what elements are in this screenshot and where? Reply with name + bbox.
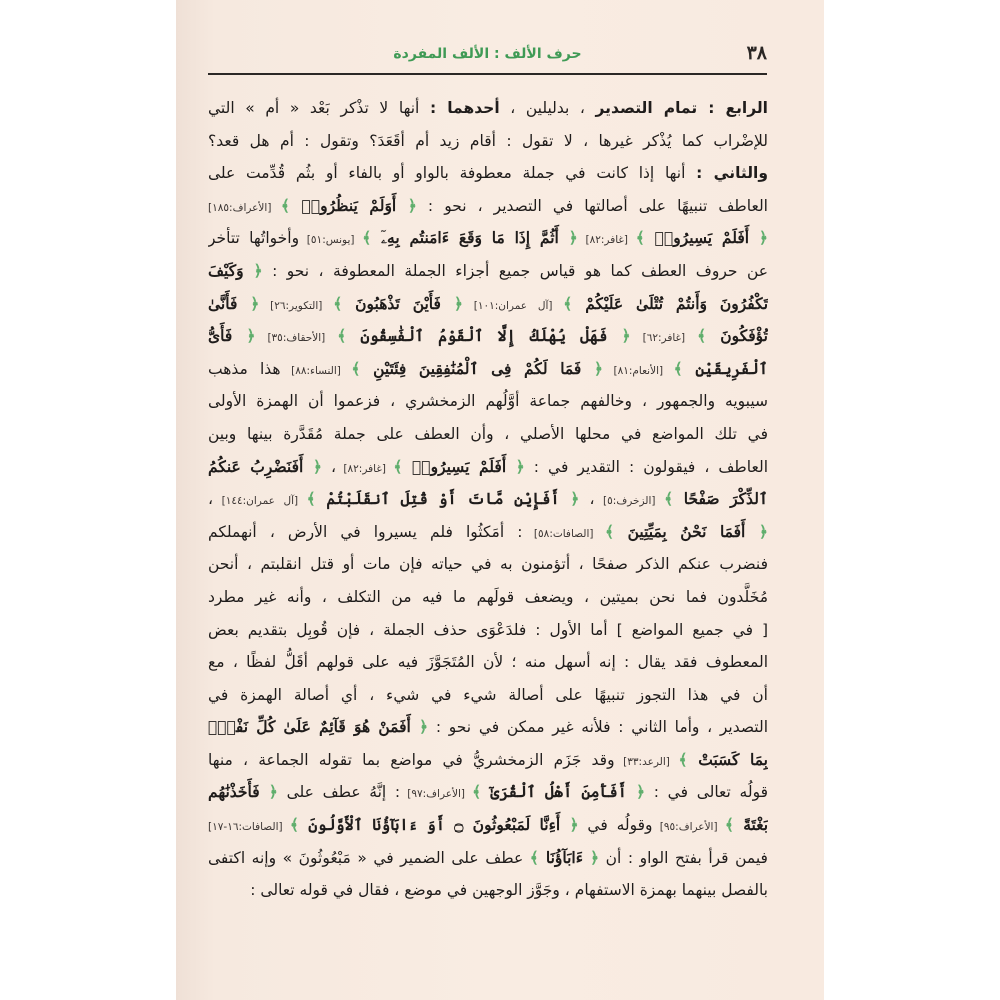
ornate-bracket-icon: ﴿ (758, 522, 768, 541)
ornate-bracket-icon: ﴾ (393, 457, 403, 476)
running-title: حرف الألف : الألف المفردة (393, 46, 582, 62)
text-run: ، (579, 490, 595, 509)
quran-verse: تَكْفُرُونَ وَأَنتُمْ تُتْلَىٰ عَلَيْكُمْ (572, 293, 768, 313)
verse-reference: [غافر:٦٢] (630, 332, 698, 345)
ornate-bracket-icon: ﴿ (570, 490, 580, 509)
text-run: العاطف ، فيقولون : التقدير في : (524, 457, 768, 476)
ornate-bracket-icon: ﴾ (333, 294, 343, 313)
ornate-bracket-icon: ﴾ (678, 750, 688, 769)
text-line (208, 483, 768, 516)
text-line (208, 516, 768, 549)
text-line (208, 353, 768, 386)
verse-reference: [يونس:٥١] (299, 234, 363, 247)
text-line (208, 92, 768, 125)
verse-reference: [غافر:٨٢] (577, 234, 636, 247)
ornate-bracket-icon: ﴿ (590, 848, 600, 867)
quran-verse: أَفَمَنْ هُوَ قَآئِمٌ عَلَىٰ كُلِّ نَفْسٍۭ (208, 717, 420, 737)
text-line (208, 320, 768, 353)
text-run: : إنَّهُ عطف على (277, 783, 401, 802)
ornate-bracket-icon: ﴾ (529, 848, 539, 867)
text-line (208, 288, 768, 321)
page-number: ٣٨ (746, 42, 767, 64)
text-run: التصدير ، وأما الثاني : فلأنه غير ممكن في نحو : (428, 718, 768, 737)
ornate-bracket-icon: ﴾ (362, 229, 372, 248)
text-run: العاطف تنبيهًا على أصالتها في التصدير ، نحو : (416, 196, 768, 215)
text-line (208, 809, 768, 842)
text-run: فنضرب عنكم الذكر صفحًا ، أتؤمنون به في حياته فإن مات أو قتل انقلبتم ، أنحن (208, 555, 768, 574)
text-line (208, 776, 768, 809)
quran-verse: فَمَا لَكُمْ فِى ٱلْمُنَٰفِقِينَ فِئَتَيْنِ (360, 358, 594, 378)
quran-verse: ٱلذِّكْرَ صَفْحًا (673, 489, 768, 509)
text-run: أن في هذا التجوز تنبيهًا على أصالة شيء في شيء ، أي أصالة الهمزة في (208, 685, 768, 704)
ornate-bracket-icon: ﴿ (453, 294, 463, 313)
verse-reference: [الرعد:٣٣] (614, 755, 679, 768)
ornate-bracket-icon: ﴾ (351, 359, 361, 378)
quran-verse: فَأَخَذْنَٰهُم (208, 782, 269, 802)
text-line (208, 614, 768, 647)
ornate-bracket-icon: ﴿ (758, 229, 768, 248)
text-line (208, 418, 768, 451)
verse-reference: [آل عمران:١٤٤] (213, 495, 307, 508)
text-line (208, 842, 768, 875)
text-run: عن حروف العطف كما هو قياس جميع أجزاء الجملة المعطوفة ، نحو : (262, 261, 768, 280)
ornate-bracket-icon: ﴾ (472, 783, 482, 802)
quran-verse: ءَابَآؤُنَا (538, 847, 590, 867)
text-run: فيمن قرأ بفتح الواو : أن (599, 848, 768, 867)
text-run: وأخواتُها تتأخر (208, 229, 300, 248)
verse-reference: [غافر:٨٢] (335, 462, 394, 475)
body-text (208, 92, 768, 907)
text-line (208, 548, 768, 581)
text-run: وقولُه في (578, 816, 653, 835)
text-line (208, 255, 768, 288)
text-line (208, 711, 768, 744)
quran-verse: وَكَيْفَ (208, 260, 254, 280)
text-line (208, 125, 768, 158)
ornate-bracket-icon: ﴿ (569, 816, 579, 835)
verse-reference: [النساء:٨٨] (280, 364, 352, 377)
ornate-bracket-icon: ﴿ (515, 457, 525, 476)
quran-verse: أَفَمَا نَحْنُ بِمَيِّتِينَ (614, 521, 759, 541)
verse-reference: [آل عمران:١٠١] (462, 299, 564, 312)
ornate-bracket-icon: ﴾ (697, 327, 707, 346)
ornate-bracket-icon: ﴾ (280, 196, 290, 215)
quran-verse: أَوَلَمْ يَنظُرُوا۟ (290, 195, 408, 215)
text-run: : أمَكثُوا فلم يسيروا في الأرض ، أنهملكم (208, 522, 523, 541)
verse-reference: [التكوير:٢٦] (259, 299, 334, 312)
text-line (208, 646, 768, 679)
text-run: ، بدليلين ، (499, 99, 596, 117)
text-run: سيبويه والجمهور ، وخالفهم جماعة أوَّلُهم الزمخشري ، فزعموا أن الهمزة الأولى (208, 392, 768, 411)
text-line (208, 679, 768, 712)
ornate-bracket-icon: ﴾ (306, 490, 316, 509)
text-run: المعطوف فقد يقال : إنه أسهل منه ؛ لأن المُتَجَوَّزَ فيه على قولهم أقَلُّ لفظًا ، مع (208, 653, 768, 672)
text-run: ، (208, 490, 214, 509)
text-run: وقد جَزَم الزمخشريُّ في مواضع بما تقوله الجماعة ، منها (208, 750, 615, 769)
text-run: [ في جميع المواضع ] أما الأول : فلدَعْوَى حذف الجملة ، فإن قُوبِل بتقديم بعض (208, 620, 768, 639)
ornate-bracket-icon: ﴿ (568, 229, 578, 248)
page-header (208, 40, 767, 74)
ornate-bracket-icon: ﴿ (635, 783, 646, 802)
bold-term: والثاني : (696, 164, 768, 183)
bold-term: الرابع : تمام التصدير (595, 99, 768, 117)
text-line (208, 190, 768, 223)
text-line (208, 385, 768, 418)
ornate-bracket-icon: ﴾ (673, 359, 683, 378)
text-run: هذا مذهب (208, 359, 281, 378)
verse-reference: [الأعراف:٩٥] (652, 821, 725, 834)
text-run: عطف على الضمير في « مَبْعُوثُونَ » وإنه اكتفى (208, 848, 530, 867)
text-run: ، (321, 457, 336, 476)
quran-verse: فَأَنَّىٰ (208, 293, 251, 313)
quran-verse: تُؤْفَكُونَ (706, 326, 768, 346)
quran-verse: أَفَأَمِنَ أَهْلُ ٱلْقُرَىٰٓ (481, 782, 636, 802)
text-run: بالفصل بينهما بهمزة الاستفهام ، وجَوَّز الوجهين في موضع ، فقال في قوله تعالى : (250, 881, 768, 900)
text-run: أنها إذا كانت في جملة معطوفة بالواو أو بالفاء أو بثُم قُدِّمت على (208, 164, 697, 183)
text-run: في تلك المواضع في محلها الأصلي ، وأن العطف على جملة مُقَدَّرة بينها وبين (208, 424, 768, 443)
verse-reference: [الأنعام:٨١] (602, 364, 674, 377)
text-run: أنها لا تذْكر بَعْد « أم » التي (208, 99, 430, 117)
ornate-bracket-icon: ﴿ (253, 261, 263, 280)
quran-verse: أَثُمَّ إِذَا مَا وَقَعَ ءَامَنتُم بِهِۦٓ (371, 228, 569, 248)
ornate-bracket-icon: ﴾ (664, 490, 674, 509)
text-run: قولُه تعالى في : (645, 783, 768, 802)
ornate-bracket-icon: ﴿ (419, 718, 429, 737)
ornate-bracket-icon: ﴾ (337, 327, 347, 346)
quran-verse: بِمَا كَسَبَتْ (687, 749, 768, 769)
text-line (208, 874, 768, 907)
text-run: للإضْراب كما يُذْكر غيرها ، لا تقول : أقام زيد أم أقَعَدَ؟ وتقول : أم هل قعد؟ (208, 131, 768, 150)
verse-reference: [الزخرف:٥] (594, 495, 665, 508)
verse-reference: [الأحقاف:٣٥] (255, 332, 338, 345)
text-line (208, 222, 768, 255)
ornate-bracket-icon: ﴾ (604, 522, 615, 541)
text-line (208, 581, 768, 614)
quran-verse: أَفَنَضْرِبُ عَنكُمُ (208, 456, 313, 476)
ornate-bracket-icon: ﴿ (312, 457, 322, 476)
ornate-bracket-icon: ﴿ (407, 196, 417, 215)
quran-verse: أَفَلَمْ يَسِيرُوا۟ (644, 228, 759, 248)
ornate-bracket-icon: ﴿ (250, 294, 260, 313)
text-run: مُخَلَّدون فما نحن بميتين ، ويضعف قولَهم ما فيه من التكلف ، وأنه غير مطرد (208, 587, 768, 606)
quran-verse: فَأَيْنَ تَذْهَبُونَ (342, 293, 454, 313)
text-line (208, 451, 768, 484)
ornate-bracket-icon: ﴾ (563, 294, 573, 313)
verse-reference: [الأعراف:٩٧] (400, 788, 473, 801)
verse-reference: [الصافات:٥٨] (522, 527, 605, 540)
header-divider (208, 73, 767, 75)
verse-reference: [الصافات:١٦-١٧] (208, 821, 290, 834)
bold-term: أحدهما : (429, 99, 500, 117)
quran-verse: بَغْتَةً (733, 815, 768, 835)
quran-verse: فَهَلْ يُهْلَكُ إِلَّا ٱلْقَوْمُ ٱلْفَٰسِقُونَ (346, 326, 622, 346)
ornate-bracket-icon: ﴿ (593, 359, 603, 378)
quran-verse: فَأَىُّ (208, 326, 247, 346)
quran-verse: أَفَإِيْن مَّاتَ أَوْ قُتِلَ ٱنقَلَبْتُمْ (315, 489, 571, 509)
quran-verse: ٱلْفَرِيقَيْنِ (682, 358, 768, 378)
quran-verse: أَفَلَمْ يَسِيرُوا۟ (402, 456, 516, 476)
ornate-bracket-icon: ﴾ (635, 229, 645, 248)
ornate-bracket-icon: ﴾ (289, 816, 299, 835)
text-line (208, 157, 768, 190)
quran-verse: أَءِنَّا لَمَبْعُوثُونَ ۝ أَوَ ءَابَآؤُنَا ٱلْأَوَّلُونَ (298, 815, 570, 835)
verse-reference: [الأعراف:١٨٥] (208, 201, 281, 214)
text-line (208, 744, 768, 777)
ornate-bracket-icon: ﴾ (724, 816, 734, 835)
ornate-bracket-icon: ﴿ (621, 327, 631, 346)
ornate-bracket-icon: ﴿ (268, 783, 278, 802)
ornate-bracket-icon: ﴿ (246, 327, 256, 346)
